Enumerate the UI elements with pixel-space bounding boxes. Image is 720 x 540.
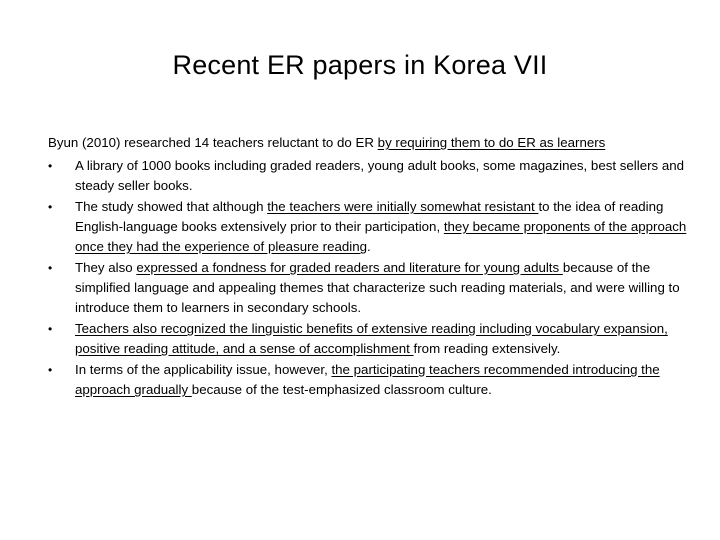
bullet-list	[48, 156, 688, 400]
bullet-underlined-text: the teachers were initially somewhat resistant	[267, 199, 539, 214]
bullet-item-benefits	[48, 319, 688, 359]
bullet-item-fondness	[48, 258, 688, 318]
bullet-text: In terms of the applicability issue, however,	[75, 362, 332, 377]
bullet-text: to the idea of reading English-language books extensively prior to their participation,	[75, 199, 664, 234]
intro-text: Byun (2010) researched 14 teachers reluctant to do ER	[48, 135, 378, 150]
bullet-text: A library of 1000 books including graded readers, young adult books, some magazines, best sellers and steady seller books.	[75, 158, 685, 193]
bullet-underlined-text: the participating teachers recommended introducing the approach gradually	[75, 362, 660, 397]
bullet-text: The study showed that although	[75, 199, 268, 214]
bullet-item-library	[48, 156, 688, 196]
bullet-icon: •	[48, 363, 53, 377]
slide-title: Recent ER papers in Korea VII	[172, 50, 548, 80]
bullet-text: .	[367, 239, 371, 254]
bullet-icon: •	[48, 322, 53, 336]
bullet-text: because of the test-emphasized classroom culture.	[191, 382, 492, 397]
bullet-underlined-text: expressed a fondness for graded readers and literature for young adults	[136, 260, 563, 275]
intro-paragraph	[48, 133, 688, 153]
bullet-icon: •	[48, 159, 53, 173]
bullet-text: because of the simplified language and appealing themes that characterize such reading materials, and were willing to introduce them to learners in secondary schools.	[75, 260, 680, 315]
bullet-underlined-text: Teachers also recognized the linguistic benefits of extensive reading including vocabulary expansion, positive reading attitude, and a sense of accomplishment	[75, 321, 668, 356]
bullet-item-applicability	[48, 360, 688, 400]
slide-body	[48, 133, 688, 401]
bullet-icon: •	[48, 200, 53, 214]
bullet-text: from reading extensively.	[413, 341, 561, 356]
intro-underlined-text: by requiring them to do ER as learners	[377, 135, 606, 150]
bullet-item-study-result	[48, 197, 688, 257]
bullet-underlined-text: they became proponents of the approach once they had the experience of pleasure reading	[75, 219, 687, 254]
bullet-icon: •	[48, 261, 53, 275]
bullet-text: They also	[75, 260, 137, 275]
